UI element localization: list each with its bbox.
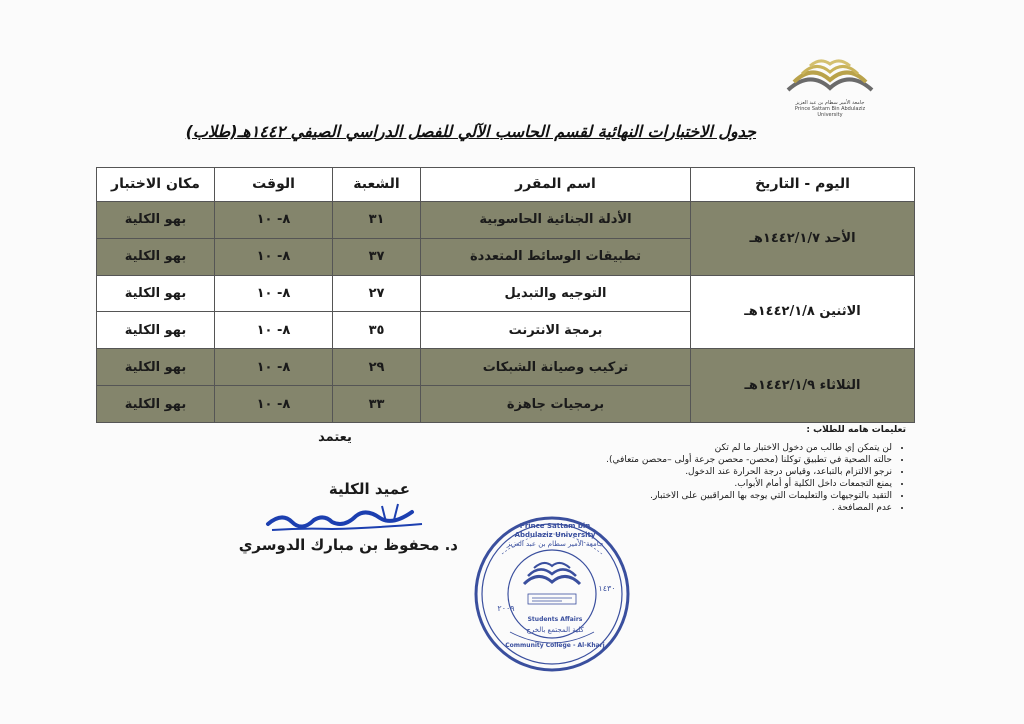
course-cell: الأدلة الجنائية الحاسوبية <box>421 201 691 238</box>
instructions-block <box>540 424 906 514</box>
list-item: • يمنع التجمعات داخل الكلية أو أمام الأبواب. <box>540 478 892 490</box>
course-cell: تطبيقات الوسائط المتعددة <box>421 238 691 275</box>
header-place: مكان الاختبار <box>97 168 215 202</box>
table-row <box>97 201 915 238</box>
page-title: جدول الاختبارات النهائية لقسم الحاسب الآلي للفصل الدراسي الصيفي ١٤٤٢هـ(طلاب) <box>185 122 756 141</box>
table-row <box>97 275 915 312</box>
place-cell: بهو الكلية <box>97 312 215 349</box>
logo-caption-ar: جامعة الأمير سطام بن عبد العزيز <box>795 100 865 106</box>
header-section: الشعبة <box>333 168 421 202</box>
header-day: اليوم - التاريخ <box>691 168 915 202</box>
place-cell: بهو الكلية <box>97 349 215 386</box>
time-cell: ٨- ١٠ <box>215 275 333 312</box>
handwritten-signature-icon <box>262 498 432 538</box>
header-course: اسم المقرر <box>421 168 691 202</box>
section-cell: ٣٧ <box>333 238 421 275</box>
approve-label: يعتمد <box>318 430 352 445</box>
exam-schedule-table <box>96 167 915 423</box>
section-cell: ٣٣ <box>333 386 421 423</box>
section-cell: ٣١ <box>333 201 421 238</box>
stamp-college-en: Community College - Al-Kharj <box>505 642 605 649</box>
list-item: • حالته الصحية في تطبيق توكلنا (محصن- محصن جرعة أولى –محصن متعافي). <box>540 454 892 466</box>
time-cell: ٨- ١٠ <box>215 201 333 238</box>
logo-caption-en: Prince Sattam Bin Abdulaziz University <box>794 106 866 118</box>
day-cell: الأحد ١٤٤٢/١/٧هـ <box>691 201 915 275</box>
day-cell: الثلاثاء ١٤٤٢/١/٩هـ <box>691 349 915 423</box>
list-item: • نرجو الالتزام بالتباعد، وقياس درجة الحرارة عند الدخول. <box>540 466 892 478</box>
list-item: • لن يتمكن إي طالب من دخول الاختبار ما لم تكن <box>540 442 892 454</box>
place-cell: بهو الكلية <box>97 386 215 423</box>
stamp-year-left: ٢٠٠٩ <box>497 604 515 613</box>
time-cell: ٨- ١٠ <box>215 312 333 349</box>
stamp-dept-ar: كلية المجتمع بالخرج <box>526 626 584 634</box>
section-cell: ٢٧ <box>333 275 421 312</box>
course-cell: تركيب وصيانة الشبكات <box>421 349 691 386</box>
course-cell: برمجيات جاهزة <box>421 386 691 423</box>
section-cell: ٢٩ <box>333 349 421 386</box>
course-cell: برمجة الانترنت <box>421 312 691 349</box>
header-time: الوقت <box>215 168 333 202</box>
place-cell: بهو الكلية <box>97 201 215 238</box>
section-cell: ٣٥ <box>333 312 421 349</box>
time-cell: ٨- ١٠ <box>215 386 333 423</box>
list-item: • التقيد بالتوجيهات والتعليمات التي يوجه بها المراقبين على الاختبار. <box>540 490 892 502</box>
logo-caption <box>782 100 878 118</box>
table-row <box>97 349 915 386</box>
course-cell: التوجيه والتبديل <box>421 275 691 312</box>
instructions-heading: تعليمات هامه للطلاب : <box>806 425 906 435</box>
stamp-dept-en: Students Affairs <box>527 616 583 623</box>
day-cell: الاثنين ١٤٤٢/١/٨هـ <box>691 275 915 349</box>
list-item: • عدم المصافحة . <box>540 502 892 514</box>
place-cell: بهو الكلية <box>97 238 215 275</box>
place-cell: بهو الكلية <box>97 275 215 312</box>
instructions-list <box>540 442 906 514</box>
time-cell: ٨- ١٠ <box>215 349 333 386</box>
stamp-text-en: Prince Sattam bin Abdulaziz University <box>514 522 596 539</box>
table-header-row <box>97 168 915 202</box>
stamp-year-right: ١٤٣٠ <box>598 584 616 593</box>
dean-title: عميد الكلية <box>328 480 410 498</box>
dean-name: د. محفوظ بن مبارك الدوسري <box>238 536 458 554</box>
time-cell: ٨- ١٠ <box>215 238 333 275</box>
stamp-text-ar: جامعة الأمير سطام بن عبد العزيز <box>506 540 604 548</box>
